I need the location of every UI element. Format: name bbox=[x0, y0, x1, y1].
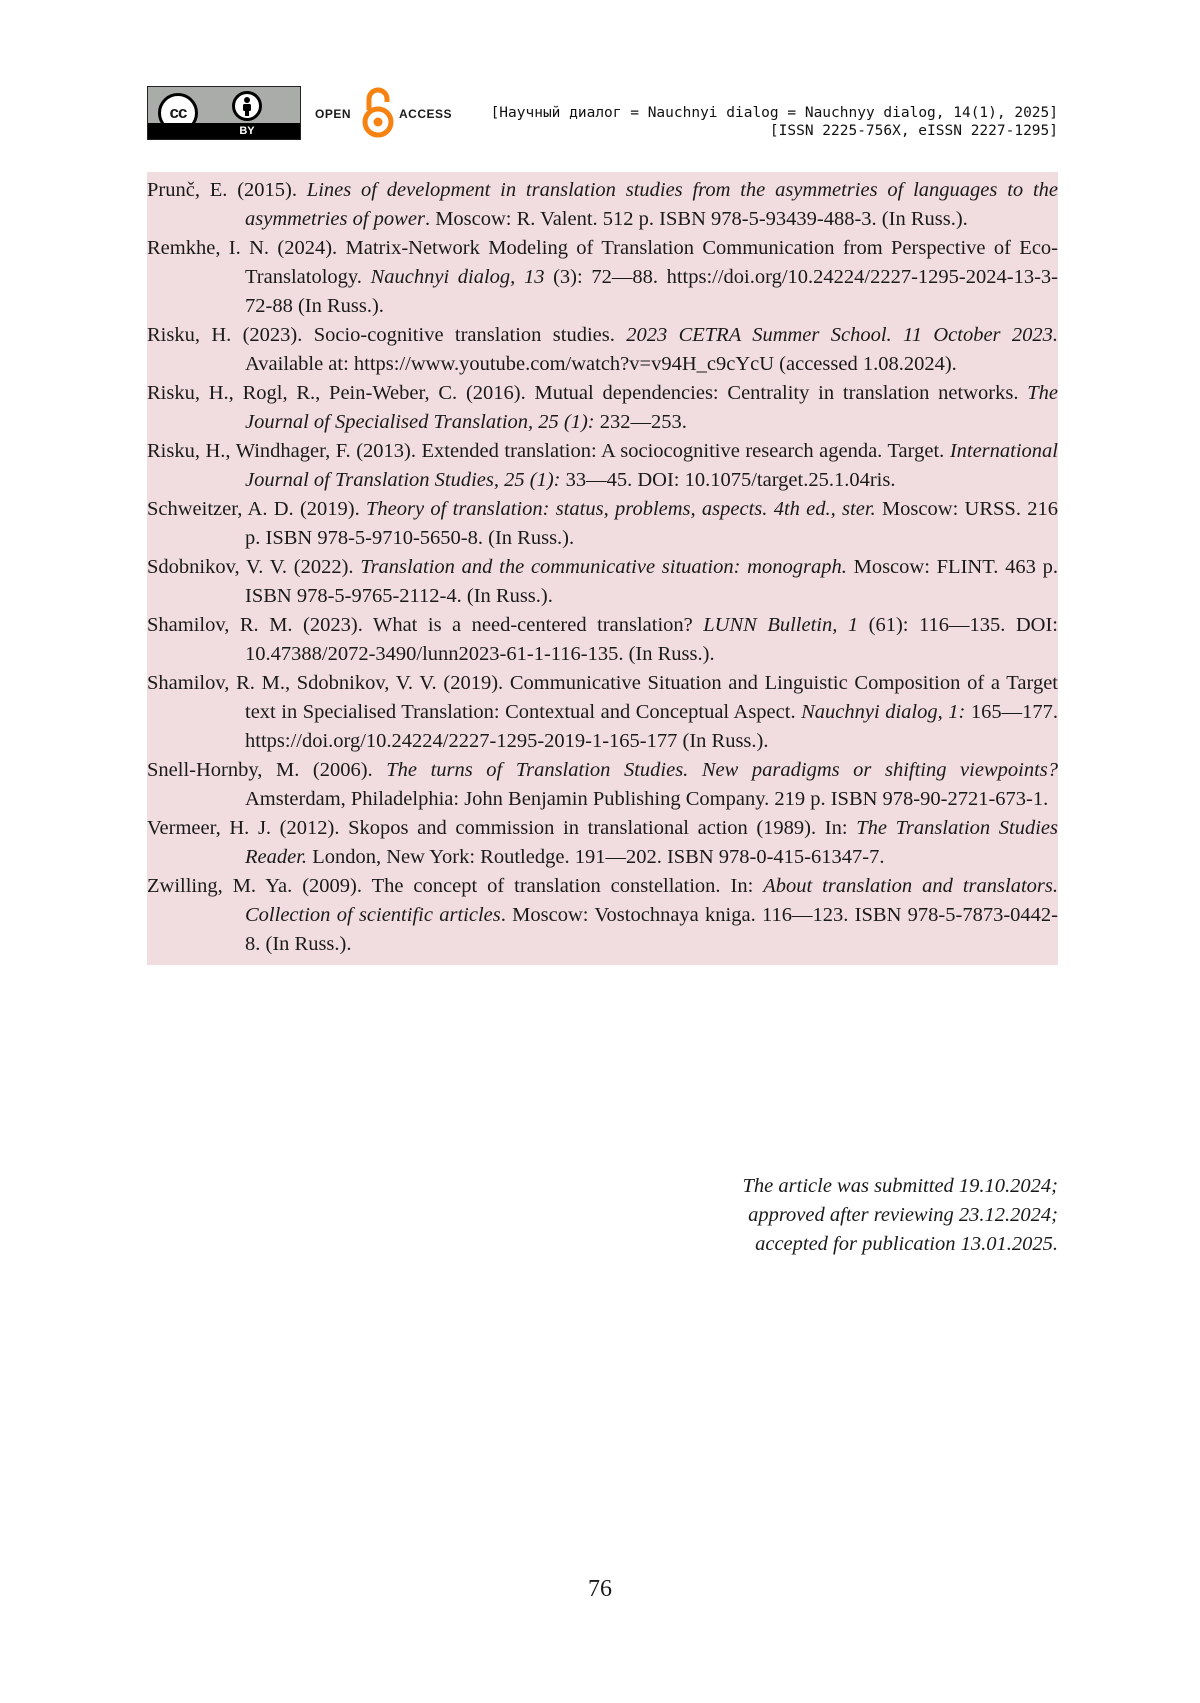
by-label: BY bbox=[239, 125, 255, 137]
reference-entry: Prunč, E. (2015). Lines of development in translation studies from the asymmetries of languages to the asymmetries of power. Moscow: R. Valent. 512 p. ISBN 978-5-93439-488-3. (In Russ.). bbox=[147, 179, 1058, 230]
issn-line: [ISSN 2225-756X, eISSN 2227-1295] bbox=[769, 123, 1058, 139]
reference-entry: Remkhe, I. N. (2024). Matrix-Network Modeling of Translation Communication from Perspective of Eco-Translatology. Nauchnyi dialog, 13 (3): 72—88. https://doi.​org/10.24224/2227-1295-2024-13-3-72-88 (In Russ.). bbox=[147, 237, 1058, 317]
page-number: 76 bbox=[588, 1576, 612, 1602]
reference-entry: Sdobnikov, V. V. (2022). Translation and the communicative situation: monograph. Moscow: FLINT. 463 p. ISBN 978-5-9765-2112-4. (In Russ.). bbox=[147, 556, 1058, 607]
cc-by-license-badge bbox=[147, 86, 301, 140]
journal-title-line: [Научный диалог = Nauchnyi dialog = Nauchnyy dialog, 14(1), 2025] bbox=[490, 105, 1058, 121]
open-access-logo bbox=[315, 86, 461, 142]
reference-entry: Snell-Hornby, M. (2006). The turns of Translation Studies. New paradigms or shifting viewpoints? Amsterdam, Philadelphia: John Benjamin Publishing Company. 219 p. ISBN 978-90-2721-673-1. bbox=[147, 759, 1058, 810]
submitted-date: The article was submitted 19.10.2024; bbox=[742, 1175, 1058, 1197]
reference-entry: Risku, H., Rogl, R., Pein-Weber, C. (2016). Mutual dependencies: Centrality in translation networks. The Journal of Specialised Translation, 25 (1): 232—253. bbox=[147, 382, 1058, 433]
reference-list bbox=[147, 172, 1058, 965]
journal-citation bbox=[491, 104, 1058, 140]
reference-entry: Schweitzer, A. D. (2019). Theory of translation: status, problems, aspects. 4th ed., ster. Moscow: URSS. 216 p. ISBN 978-5-9710-5650-8. (In Russ.). bbox=[147, 498, 1058, 549]
reference-entry: Vermeer, H. J. (2012). Skopos and commission in translational action (1989). In: The Translation Studies Reader. London, New York: Routledge. 191—202. ISBN 978-0-415-61347-7. bbox=[147, 817, 1058, 868]
reference-entry: Shamilov, R. M. (2023). What is a need-centered translation? LUNN Bulletin, 1 (61): 116—135. DOI: 10.47388/2072-3490/lunn2023-61-1-116-135. (In Russ.). bbox=[147, 614, 1058, 665]
approved-date: approved after reviewing 23.12.2024; bbox=[748, 1204, 1058, 1226]
article-dates bbox=[743, 1172, 1058, 1259]
access-label: ACCESS bbox=[399, 107, 453, 121]
accepted-date: accepted for publication 13.01.2025. bbox=[755, 1233, 1058, 1255]
open-access-lock-icon bbox=[360, 86, 396, 140]
open-label: OPEN bbox=[315, 107, 352, 121]
cc-label: cc bbox=[169, 103, 187, 122]
reference-entry: Shamilov, R. M., Sdobnikov, V. V. (2019). Communicative Situation and Linguistic Composition of a Target text in Specialised Translation: Contextual and Conceptual Aspect. Nauchnyi dialog, 1: 165—177. https://doi.org/10.24224/2227-1295-2019-1-165-177 (In Russ.). bbox=[147, 672, 1058, 752]
reference-entry: Risku, H., Windhager, F. (2013). Extended translation: A sociocognitive research agenda. Target. International Journal of Translation Studies, 25 (1): 33—45. DOI: 10.1075/​target.25.1.04ris. bbox=[147, 440, 1058, 491]
attribution-person-icon bbox=[232, 91, 262, 121]
page-header bbox=[147, 86, 1058, 142]
reference-entry: Risku, H. (2023). Socio-cognitive translation studies. 2023 CETRA Summer School. 11 October 2023. Available at: https://www.youtube.com/watch?v=v94H_c9cYcU (accessed 1.08.2024). bbox=[147, 324, 1058, 375]
reference-entry: Zwilling, M. Ya. (2009). The concept of translation constellation. In: About translation and translators. Collection of scientific articles. Moscow: Vostochnaya kniga. 116—123. ISBN 978-5-7873-0442-8. (In Russ.). bbox=[147, 875, 1058, 955]
